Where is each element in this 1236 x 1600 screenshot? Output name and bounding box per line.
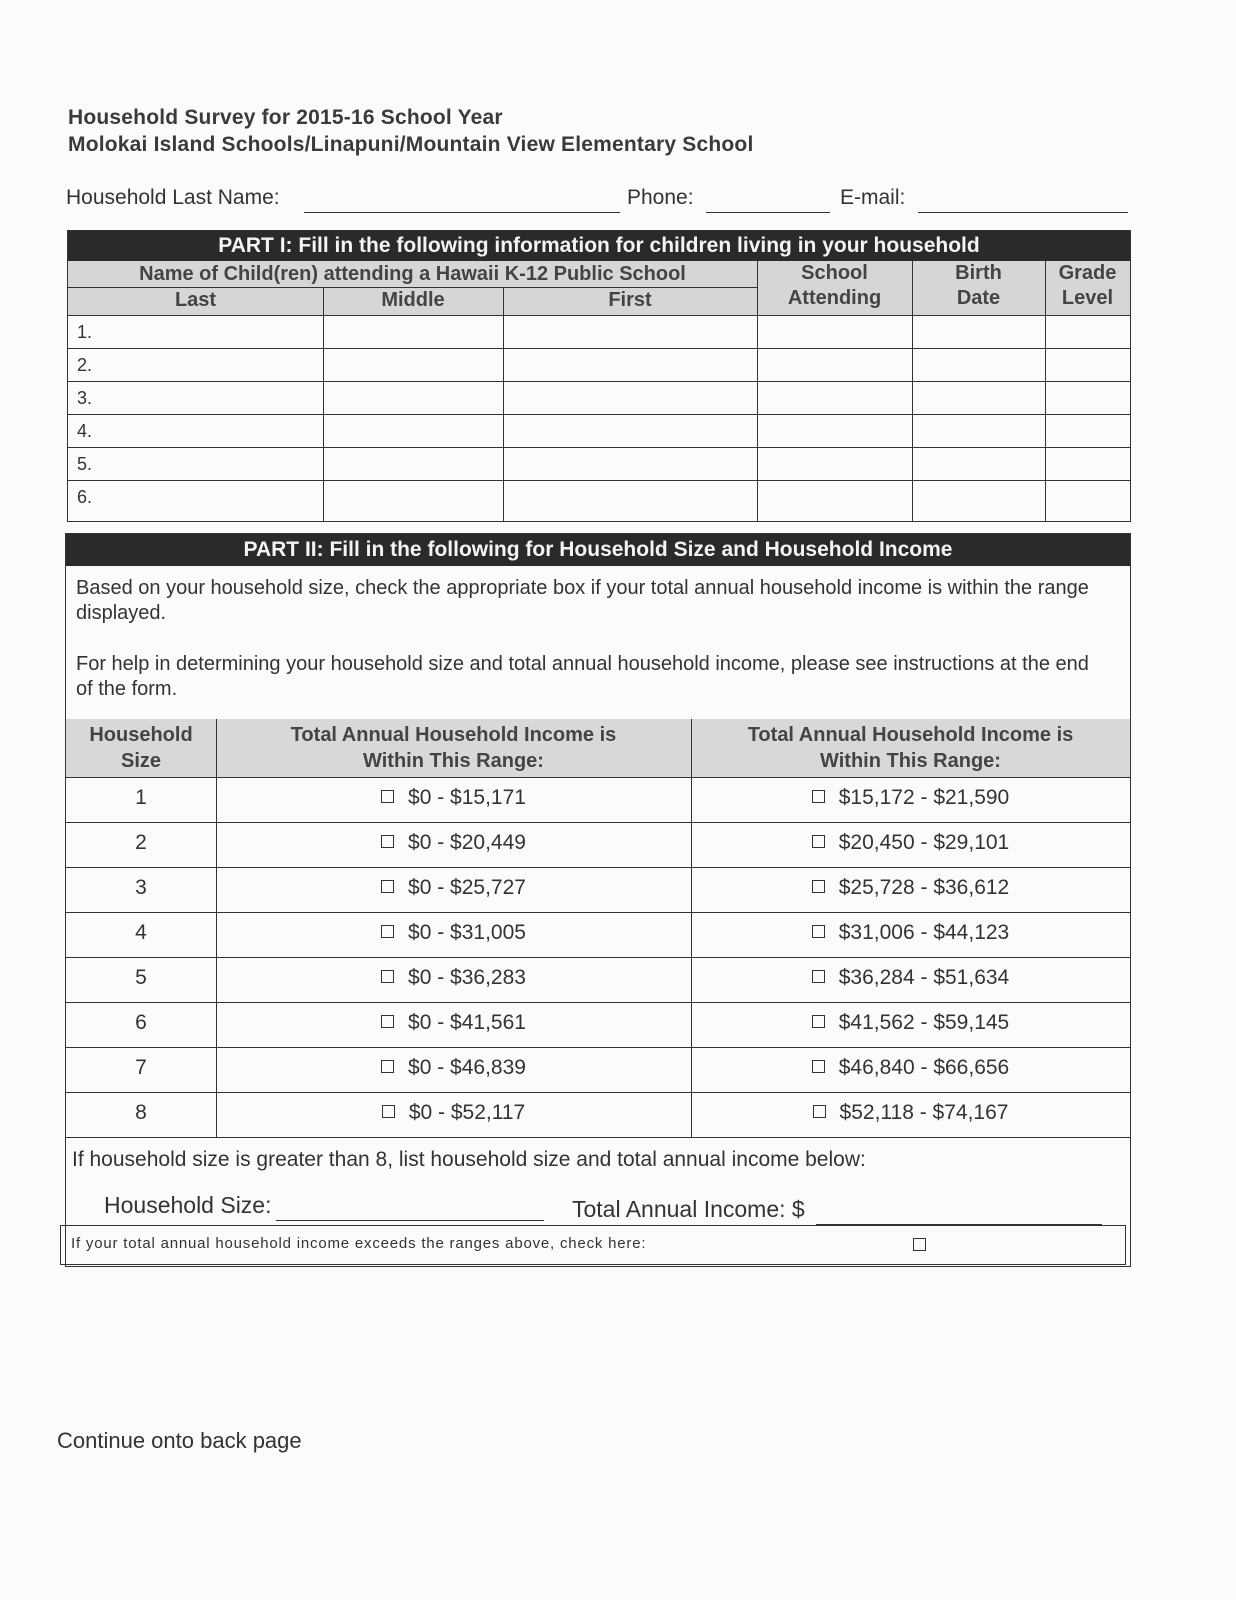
col-middle-header: Middle <box>323 287 503 315</box>
range-low-header-line2: Within This Range: <box>363 750 544 772</box>
child-row-1: 1. <box>77 322 93 342</box>
email-field[interactable] <box>918 212 1128 213</box>
range-checkbox[interactable] <box>381 970 394 983</box>
household-size-header-line1: Household <box>89 724 193 746</box>
child-name-group-header: Name of Child(ren) attending a Hawaii K-12 Public School <box>68 261 757 287</box>
range-high-header-line1: Total Annual Household Income is <box>747 724 1074 746</box>
over-eight-instruction: If household size is greater than 8, list household size and total annual income below: <box>72 1148 866 1171</box>
income-row <box>66 1002 1130 1048</box>
range-high-value: $46,840 - $66,656 <box>838 1056 1010 1079</box>
range-high-value: $31,006 - $44,123 <box>838 921 1010 944</box>
col-last-header: Last <box>68 287 323 315</box>
exceeds-range-checkbox[interactable] <box>913 1238 926 1251</box>
range-checkbox[interactable] <box>812 835 825 848</box>
income-row <box>66 822 1130 868</box>
range-checkbox[interactable] <box>812 790 825 803</box>
household-size-value: 4 <box>135 921 147 944</box>
range-checkbox[interactable] <box>812 880 825 893</box>
range-low-value: $0 - $25,727 <box>408 876 526 899</box>
child-row-4: 4. <box>77 421 93 441</box>
range-low-value: $0 - $41,561 <box>408 1011 526 1034</box>
household-size-value: 6 <box>135 1011 147 1034</box>
part1-children-table <box>67 230 1131 522</box>
household-size-field[interactable] <box>276 1220 544 1221</box>
col-school-line2: Attending <box>787 287 882 309</box>
range-checkbox[interactable] <box>381 790 394 803</box>
range-checkbox[interactable] <box>812 1015 825 1028</box>
range-high-value: $20,450 - $29,101 <box>838 831 1010 854</box>
child-row-5: 5. <box>77 454 93 474</box>
total-income-label: Total Annual Income: $ <box>572 1196 805 1222</box>
range-checkbox[interactable] <box>381 835 394 848</box>
last-name-field[interactable] <box>304 212 620 213</box>
exceeds-range-text: If your total annual household income exceeds the ranges above, check here: <box>71 1235 647 1252</box>
range-high-header <box>691 719 1130 777</box>
household-size-value: 5 <box>135 966 147 989</box>
phone-field[interactable] <box>706 212 830 213</box>
household-size-value: 8 <box>135 1101 147 1124</box>
title-line-2: Molokai Island Schools/Linapuni/Mountain View Elementary School <box>68 133 754 156</box>
range-high-value: $15,172 - $21,590 <box>838 786 1010 809</box>
range-low-value: $0 - $46,839 <box>408 1056 526 1079</box>
income-row <box>66 867 1130 913</box>
col-birth-header <box>912 261 1045 315</box>
instruction-household-size: Based on your household size, check the appropriate box if your total annual household income is within the range displayed. <box>76 577 1089 624</box>
phone-label: Phone: <box>627 186 694 209</box>
income-row <box>66 957 1130 1003</box>
col-birth-line2: Date <box>956 287 1001 309</box>
title-line-1: Household Survey for 2015-16 School Year <box>68 106 503 129</box>
range-high-value: $36,284 - $51,634 <box>838 966 1010 989</box>
range-low-header-line1: Total Annual Household Income is <box>290 724 617 746</box>
child-row-3: 3. <box>77 388 93 408</box>
range-checkbox[interactable] <box>812 925 825 938</box>
range-high-value: $25,728 - $36,612 <box>838 876 1010 899</box>
range-low-value: $0 - $31,005 <box>408 921 526 944</box>
last-name-label: Household Last Name: <box>66 186 280 209</box>
part2-title: PART II: Fill in the following for Household Size and Household Income <box>66 534 1130 566</box>
income-row <box>66 1047 1130 1093</box>
part1-title: PART I: Fill in the following information for children living in your household <box>68 231 1130 261</box>
col-first-header: First <box>503 287 757 315</box>
household-size-header-line2: Size <box>120 750 162 772</box>
range-checkbox[interactable] <box>381 1060 394 1073</box>
household-size-value: 2 <box>135 831 147 854</box>
household-size-header <box>66 719 216 777</box>
col-school-line1: School <box>801 262 868 284</box>
range-low-value: $0 - $36,283 <box>408 966 526 989</box>
col-birth-line1: Birth <box>955 262 1002 284</box>
range-checkbox[interactable] <box>813 1105 826 1118</box>
range-low-value: $0 - $15,171 <box>408 786 526 809</box>
range-high-value: $52,118 - $74,167 <box>839 1101 1009 1124</box>
income-row <box>66 912 1130 958</box>
col-school-header <box>757 261 912 315</box>
email-label: E-mail: <box>840 186 906 209</box>
part2-income-section <box>65 533 1131 1267</box>
range-checkbox[interactable] <box>812 1060 825 1073</box>
household-size-value: 1 <box>135 786 147 809</box>
contact-fields <box>66 186 1132 220</box>
range-checkbox[interactable] <box>381 880 394 893</box>
range-checkbox[interactable] <box>381 1015 394 1028</box>
range-high-header-line2: Within This Range: <box>820 750 1001 772</box>
exceeds-range-row <box>60 1225 1126 1265</box>
range-low-value: $0 - $52,117 <box>408 1101 526 1124</box>
child-row-2: 2. <box>77 355 93 375</box>
range-low-value: $0 - $20,449 <box>408 831 526 854</box>
col-grade-header <box>1045 261 1130 315</box>
household-size-value: 7 <box>135 1056 147 1079</box>
col-grade-line2: Level <box>1061 287 1114 309</box>
range-checkbox[interactable] <box>381 925 394 938</box>
child-row-6: 6. <box>77 487 93 507</box>
income-row <box>66 1092 1130 1138</box>
household-size-value: 3 <box>135 876 147 899</box>
income-row <box>66 777 1130 823</box>
page-title <box>68 104 753 158</box>
range-checkbox[interactable] <box>382 1105 395 1118</box>
col-grade-line1: Grade <box>1058 262 1117 284</box>
instruction-help: For help in determining your household size and total annual household income, please see instructions at the end of the form. <box>76 653 1089 700</box>
range-low-header <box>216 719 691 777</box>
range-checkbox[interactable] <box>812 970 825 983</box>
household-size-label: Household Size: <box>104 1192 272 1218</box>
continue-note: Continue onto back page <box>57 1428 302 1453</box>
range-high-value: $41,562 - $59,145 <box>838 1011 1010 1034</box>
